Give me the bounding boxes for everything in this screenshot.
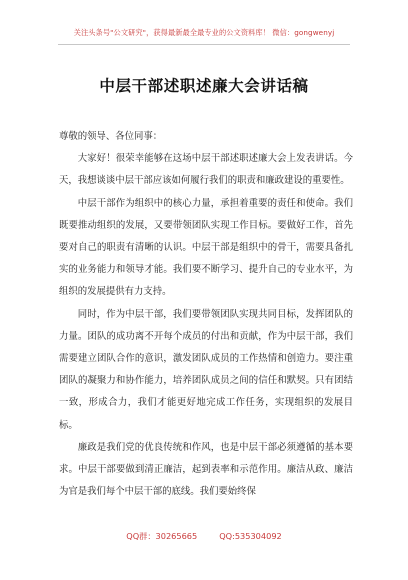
salutation: 尊敬的领导、各位同事： — [59, 131, 163, 142]
footer-qq: QQ:535304092 — [219, 531, 282, 541]
paragraph-3: 同时，作为中层干部，我们要带领团队实现共同目标，发挥团队的力量。团队的成功离不开每个成员的付出和贡献，作为中层干部，我们需要建立团队合作的意识，激发团队成员的工作热情和创造力。要注重团队的凝聚力和协作能力，培养团队成员之间的信任和默契。只有团结一致，形成合力，我们才能更好地完成工作任务，实现组织的发展目标。 — [59, 308, 353, 431]
document-title: 中层干部述职述廉大会讲话稿 — [99, 77, 309, 95]
paragraph-4: 廉政是我们党的优良传统和作风，也是中层干部必须遵循的基本要求。中层干部要做到清正廉洁，起到表率和示范作用。廉洁从政、廉洁为官是我们每个中层干部的底线。我们要始终保 — [59, 441, 353, 498]
paragraph-2: 中层干部作为组织中的核心力量，承担着重要的责任和使命。我们既要推动组织的发展，又要带领团队实现工作目标。要做好工作，首先要对自己的职责有清晰的认识。中层干部是组织中的骨干，需要具备扎实的业务能力和领导才能。我们要不断学习、提升自己的专业水平，为组织的发展提供有力支持。 — [59, 197, 353, 298]
document-body — [59, 126, 353, 503]
footer — [0, 531, 408, 542]
footer-qq-group: QQ群：30265665 — [126, 531, 198, 541]
header-divider — [58, 44, 350, 45]
paragraph-1: 大家好！很荣幸能够在这场中层干部述职述廉大会上发表讲话。今天，我想谈谈中层干部应该如何履行我们的职责和廉政建设的重要性。 — [59, 153, 353, 187]
header-banner: 关注头条号"公文研究"，获得最新最全最专业的公文资料库！ 微信：gongwenyj — [73, 28, 335, 37]
